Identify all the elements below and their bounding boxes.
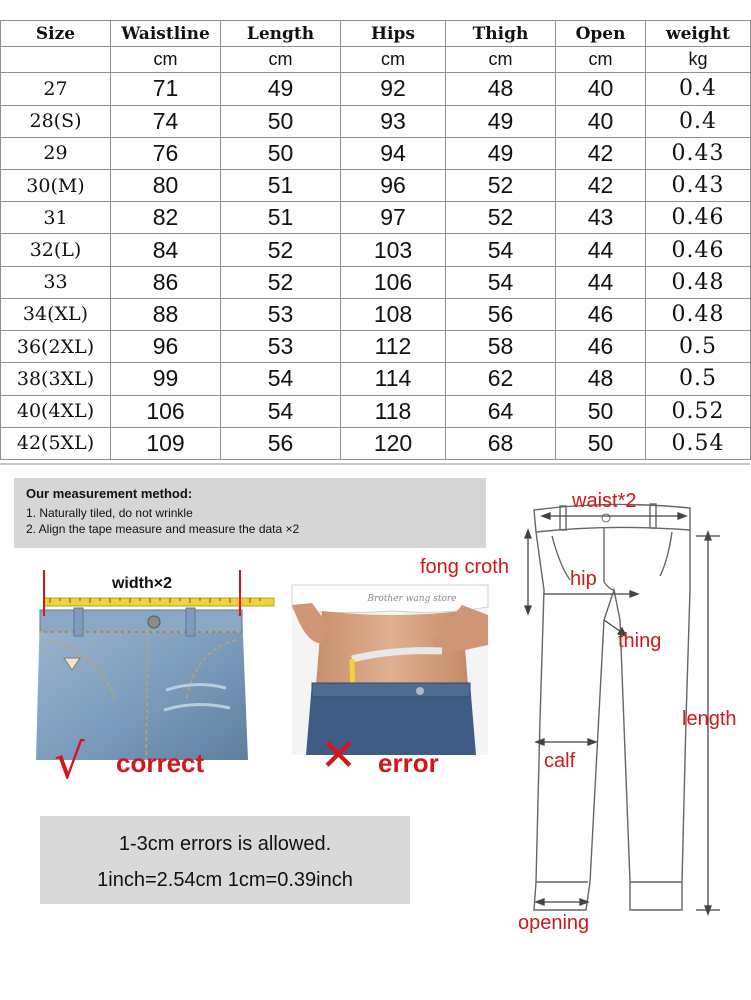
cell-open: 42 xyxy=(556,170,646,202)
table-row xyxy=(1,105,751,137)
size-table xyxy=(0,20,751,460)
cell-open: 50 xyxy=(556,427,646,459)
cell-length: 56 xyxy=(221,427,341,459)
cell-size: 38(3XL) xyxy=(1,363,111,395)
cell-thigh: 49 xyxy=(446,137,556,169)
error-mark-row xyxy=(320,730,357,781)
cell-thigh: 52 xyxy=(446,170,556,202)
cell-weight: 0.46 xyxy=(646,234,751,266)
cell-thigh: 64 xyxy=(446,395,556,427)
cell-hips: 103 xyxy=(341,234,446,266)
cell-waistline: 88 xyxy=(111,298,221,330)
tolerance-note: 1-3cm errors is allowed. xyxy=(118,833,332,855)
cell-open: 40 xyxy=(556,105,646,137)
cell-waistline: 84 xyxy=(111,234,221,266)
cell-waistline: 109 xyxy=(111,427,221,459)
cell-open: 44 xyxy=(556,266,646,298)
cell-weight: 0.5 xyxy=(646,363,751,395)
cell-length: 54 xyxy=(221,363,341,395)
cell-open: 44 xyxy=(556,234,646,266)
header-length: Length xyxy=(221,21,341,47)
cell-waistline: 82 xyxy=(111,202,221,234)
unit-thigh: cm xyxy=(446,47,556,73)
measurement-method-box xyxy=(14,478,486,548)
cell-thigh: 54 xyxy=(446,234,556,266)
cell-open: 46 xyxy=(556,298,646,330)
conversion-note: 1inch=2.54cm 1cm=0.39inch xyxy=(97,869,353,891)
tolerance-note-box xyxy=(40,816,410,904)
cell-weight: 0.48 xyxy=(646,298,751,330)
table-row xyxy=(1,234,751,266)
cell-size: 27 xyxy=(1,73,111,105)
header-thigh: Thigh xyxy=(446,21,556,47)
method-title: Our measurement method: xyxy=(26,486,193,501)
cell-hips: 114 xyxy=(341,363,446,395)
header-open: Open xyxy=(556,21,646,47)
cell-hips: 97 xyxy=(341,202,446,234)
cell-length: 52 xyxy=(221,266,341,298)
table-unit-row xyxy=(1,47,751,73)
error-cross-icon: ✕ xyxy=(320,730,357,781)
unit-waistline: cm xyxy=(111,47,221,73)
correct-check-icon: √ xyxy=(54,734,85,790)
cell-open: 42 xyxy=(556,137,646,169)
table-row xyxy=(1,363,751,395)
table-row xyxy=(1,170,751,202)
method-step-2: 2. Align the tape measure and measure the data ×2 xyxy=(26,522,300,536)
cell-waistline: 99 xyxy=(111,363,221,395)
label-waist: waist*2 xyxy=(572,490,637,512)
table-row xyxy=(1,298,751,330)
label-thing: thing xyxy=(618,630,662,652)
cell-weight: 0.54 xyxy=(646,427,751,459)
cell-hips: 96 xyxy=(341,170,446,202)
cell-waistline: 71 xyxy=(111,73,221,105)
error-label: error xyxy=(378,748,439,778)
cell-size: 40(4XL) xyxy=(1,395,111,427)
cell-length: 53 xyxy=(221,298,341,330)
cell-open: 46 xyxy=(556,331,646,363)
cell-hips: 118 xyxy=(341,395,446,427)
header-size: Size xyxy=(1,21,111,47)
cell-hips: 120 xyxy=(341,427,446,459)
pants-measure-diagram xyxy=(420,470,750,950)
table-row xyxy=(1,331,751,363)
cell-weight: 0.46 xyxy=(646,202,751,234)
cell-weight: 0.43 xyxy=(646,170,751,202)
label-length: length xyxy=(682,708,737,730)
cell-waistline: 86 xyxy=(111,266,221,298)
width-label: width×2 xyxy=(111,575,173,592)
cell-length: 54 xyxy=(221,395,341,427)
cell-open: 43 xyxy=(556,202,646,234)
cell-length: 50 xyxy=(221,137,341,169)
cell-size: 28(S) xyxy=(1,105,111,137)
cell-weight: 0.5 xyxy=(646,331,751,363)
table-row xyxy=(1,427,751,459)
cell-length: 50 xyxy=(221,105,341,137)
table-row xyxy=(1,266,751,298)
label-hip: hip xyxy=(570,568,597,590)
cell-length: 49 xyxy=(221,73,341,105)
cell-size: 42(5XL) xyxy=(1,427,111,459)
cell-open: 48 xyxy=(556,363,646,395)
watermark-text: Brother wang store xyxy=(367,594,457,604)
cell-size: 33 xyxy=(1,266,111,298)
cell-size: 31 xyxy=(1,202,111,234)
correct-label: correct xyxy=(116,748,205,778)
cell-length: 53 xyxy=(221,331,341,363)
label-opening: opening xyxy=(518,912,590,934)
cell-hips: 92 xyxy=(341,73,446,105)
table-header-row xyxy=(1,21,751,47)
header-waistline: Waistline xyxy=(111,21,221,47)
cell-hips: 106 xyxy=(341,266,446,298)
unit-open: cm xyxy=(556,47,646,73)
correct-measure-photo xyxy=(36,570,274,760)
cell-thigh: 48 xyxy=(446,73,556,105)
cell-hips: 93 xyxy=(341,105,446,137)
cell-size: 36(2XL) xyxy=(1,331,111,363)
correct-mark-row xyxy=(54,734,85,790)
cell-hips: 112 xyxy=(341,331,446,363)
cell-waistline: 96 xyxy=(111,331,221,363)
cell-thigh: 62 xyxy=(446,363,556,395)
table-row xyxy=(1,73,751,105)
cell-waistline: 76 xyxy=(111,137,221,169)
cell-waistline: 106 xyxy=(111,395,221,427)
cell-weight: 0.48 xyxy=(646,266,751,298)
label-fong-croth: fong croth xyxy=(420,556,509,578)
cell-open: 40 xyxy=(556,73,646,105)
cell-thigh: 56 xyxy=(446,298,556,330)
cell-weight: 0.43 xyxy=(646,137,751,169)
cell-size: 29 xyxy=(1,137,111,169)
cell-hips: 108 xyxy=(341,298,446,330)
cell-waistline: 80 xyxy=(111,170,221,202)
cell-length: 52 xyxy=(221,234,341,266)
header-weight: weight xyxy=(646,21,751,47)
unit-size xyxy=(1,47,111,73)
cell-length: 51 xyxy=(221,170,341,202)
cell-length: 51 xyxy=(221,202,341,234)
table-row xyxy=(1,137,751,169)
cell-open: 50 xyxy=(556,395,646,427)
cell-weight: 0.4 xyxy=(646,73,751,105)
table-row xyxy=(1,395,751,427)
cell-weight: 0.52 xyxy=(646,395,751,427)
cell-thigh: 68 xyxy=(446,427,556,459)
cell-size: 30(M) xyxy=(1,170,111,202)
cell-thigh: 52 xyxy=(446,202,556,234)
table-row xyxy=(1,202,751,234)
unit-length: cm xyxy=(221,47,341,73)
cell-thigh: 49 xyxy=(446,105,556,137)
label-calf: calf xyxy=(544,750,576,772)
cell-waistline: 74 xyxy=(111,105,221,137)
method-step-1: 1. Naturally tiled, do not wrinkle xyxy=(26,506,193,520)
header-hips: Hips xyxy=(341,21,446,47)
unit-hips: cm xyxy=(341,47,446,73)
table-divider xyxy=(0,463,750,465)
cell-size: 32(L) xyxy=(1,234,111,266)
cell-weight: 0.4 xyxy=(646,105,751,137)
cell-size: 34(XL) xyxy=(1,298,111,330)
cell-hips: 94 xyxy=(341,137,446,169)
unit-weight: kg xyxy=(646,47,751,73)
cell-thigh: 58 xyxy=(446,331,556,363)
cell-thigh: 54 xyxy=(446,266,556,298)
